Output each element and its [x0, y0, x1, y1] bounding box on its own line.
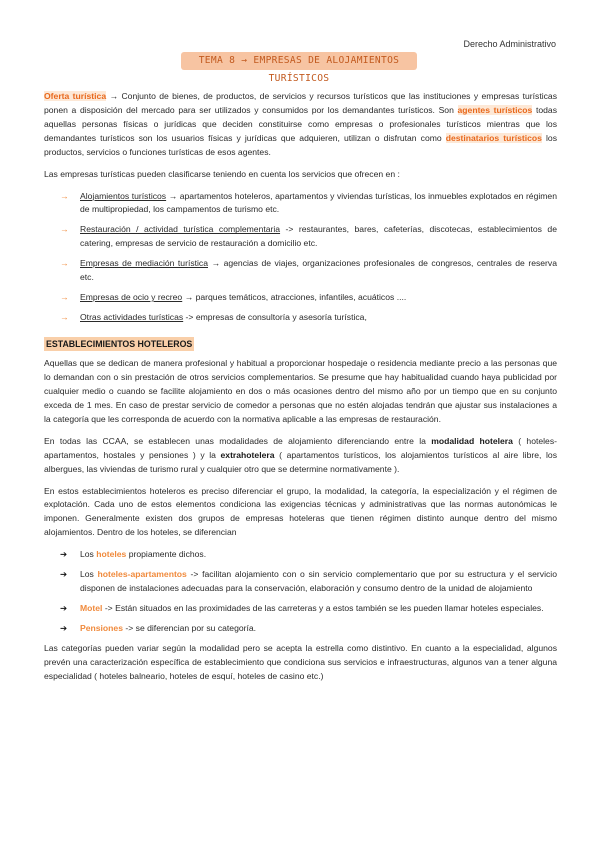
- hotel-kinds-list: [44, 548, 557, 636]
- list-item: [44, 223, 557, 251]
- term-agentes-turisticos: agentes turísticos: [457, 104, 533, 115]
- list-item: [44, 257, 557, 285]
- arrow-icon: →: [60, 190, 69, 201]
- kind-desc: -> Están situados en las proximidades de las carreteras y a estos también se les pueden llamar hoteles especiales.: [102, 602, 544, 613]
- type-desc: → apartamentos hoteleros, apartamentos y viviendas turísticas, los inmuebles explotados en régimen de multipropiedad, los campamentos de turismo etc.: [80, 190, 557, 215]
- p2-text-a: En todas las CCAA, se establecen unas modalidades de alojamiento diferenciando entre la: [44, 435, 432, 446]
- intro-text-3: los productos, servicios o funciones turísticas de esos agentes.: [44, 132, 557, 157]
- intro-text-1: → Conjunto de bienes, de productos, de servicios y recursos turísticos que las instituciones y empresas turísticas ponen a disposición del mercado para ser utilizados y consumidos por los demandantes turísticos. Son: [44, 91, 558, 115]
- kind-name: Pensiones: [80, 622, 123, 633]
- type-desc: -> restaurantes, bares, cafeterías, discotecas, establecimientos de catering, empresas de servicio de restauración a domicilio etc.: [80, 224, 557, 249]
- kind-desc: -> se diferencian por su categoría.: [123, 622, 257, 633]
- kind-name: hoteles: [96, 549, 127, 560]
- list-item: [44, 602, 557, 616]
- arrow-icon: →: [60, 292, 69, 303]
- section-heading: ESTABLECIMIENTOS HOTELEROS: [44, 337, 194, 351]
- type-name: Alojamientos turísticos: [80, 190, 167, 201]
- arrow-icon: →: [60, 258, 69, 269]
- list-item: [44, 190, 557, 218]
- hotels-paragraph-4: Las categorías pueden variar según la modalidad pero se acepta la estrella como distintivo. En cuanto a la especialidad, algunos prevén una caracterización específica de establecimiento que condiciona sus servicios e infraestructuras, algunos van a tener alguna especialidad ( hoteles balneario, hoteles de esquí, hoteles de casino etc.): [44, 642, 557, 681]
- type-name: Otras actividades turísticas: [80, 311, 184, 322]
- hotels-paragraph-1: Aquellas que se dedican de manera profesional y habitual a proporcionar hospedaje o residencia mediante precio a las personas que lo demandan con o sin prestación de otros servicios complementarios. Se presume que hay habitualidad cuando haya publicidad por cualquier medio o cuando se facilite alojamiento en dos o más ocasiones dentro del mismo año por un tiempo que en su conjunto exceda de 1 mes. En caso de prestar servicio de comedor a personas que no estén alojadas tendrán que ajustar sus instalaciones a la categoría que les corresponda de acuerdo con la normativa aplicable a las empresas de restauración.: [44, 358, 557, 424]
- list-item: [44, 568, 557, 596]
- term-oferta-turistica: Oferta turística: [44, 91, 107, 101]
- arrow-icon: ➔: [60, 602, 68, 613]
- term-destinatarios-turisticos: destinatarios turísticos: [445, 132, 542, 143]
- list-item: [44, 622, 557, 636]
- list-item: [44, 548, 557, 562]
- kind-prefix: Los: [80, 549, 97, 560]
- list-item: [44, 311, 557, 325]
- page-title: TEMA 8 → EMPRESAS DE ALOJAMIENTOS TURÍSTICOS: [181, 52, 417, 70]
- kind-name: Motel: [80, 602, 103, 613]
- arrow-icon: ➔: [60, 622, 68, 633]
- hotels-paragraph-2: [44, 435, 557, 477]
- p2-text-c: ( hoteles-apartamentos, hostales y pensiones ) y la: [44, 435, 557, 460]
- kind-prefix: Los: [80, 569, 98, 580]
- kind-desc: propiamente dichos.: [126, 549, 207, 560]
- list-item: [44, 291, 557, 305]
- kind-desc: -> facilitan alojamiento con o sin servicio complementario que por su estructura y el servicio disponen de instalaciones adecuadas para la conservación, elaboración y consumo dentro de la unidad de alojamiento: [80, 569, 557, 594]
- p2-text-e: ( apartamentos turísticos, los alojamientos turísticos al aire libre, los albergues, las viviendas de turismo rural y cualquier otro que se determine normativamente ).: [44, 449, 557, 474]
- type-name: Empresas de mediación turística: [80, 258, 208, 269]
- kind-name: hoteles-apartamentos: [97, 569, 187, 580]
- type-desc: → parques temáticos, atracciones, infantiles, acuáticos ....: [182, 292, 407, 303]
- company-types-list: [44, 190, 557, 325]
- type-desc: → agencias de viajes, organizaciones profesionales de congresos, centrales de reserva etc.: [80, 258, 557, 283]
- document-body: [44, 90, 557, 692]
- term-extrahotelera: extrahotelera: [220, 449, 275, 460]
- intro-paragraph: [44, 90, 557, 160]
- classify-paragraph: Las empresas turísticas pueden clasificarse teniendo en cuenta los servicios que ofrecen en :: [44, 168, 400, 179]
- intro-text-2: todas aquellas personas físicas o jurídicas que deciden constituirse como empresas o profesionales turísticos mientras que los demandantes turísticos son los usuarios físicas y jurídicas que adquieren, utilizan o disfrutan como: [44, 104, 558, 143]
- arrow-icon: →: [60, 224, 69, 235]
- type-name: Empresas de ocio y recreo: [80, 292, 183, 303]
- type-name: Restauración / actividad turística complementaria: [80, 224, 281, 235]
- arrow-icon: →: [60, 311, 69, 322]
- subject-header: Derecho Administrativo: [463, 39, 556, 49]
- type-desc: -> empresas de consultoría y asesoría turística,: [183, 311, 367, 322]
- arrow-icon: ➔: [60, 549, 68, 560]
- term-modalidad-hotelera: modalidad hotelera: [431, 435, 513, 446]
- hotels-paragraph-3: En estos establecimientos hoteleros es preciso diferenciar el grupo, la modalidad, la categoría, la especialización y el régimen de explotación. Cada uno de estos elementos condiciona las exigencias técnicas y administrativas que las normas autonómicas le imponen. Generalmente existen dos grupos de empresas hoteleras que tienen régimen distinto aunque dentro del mismo alojamientos. Dentro de los hoteles, se diferencian: [44, 485, 557, 538]
- arrow-icon: ➔: [60, 569, 68, 580]
